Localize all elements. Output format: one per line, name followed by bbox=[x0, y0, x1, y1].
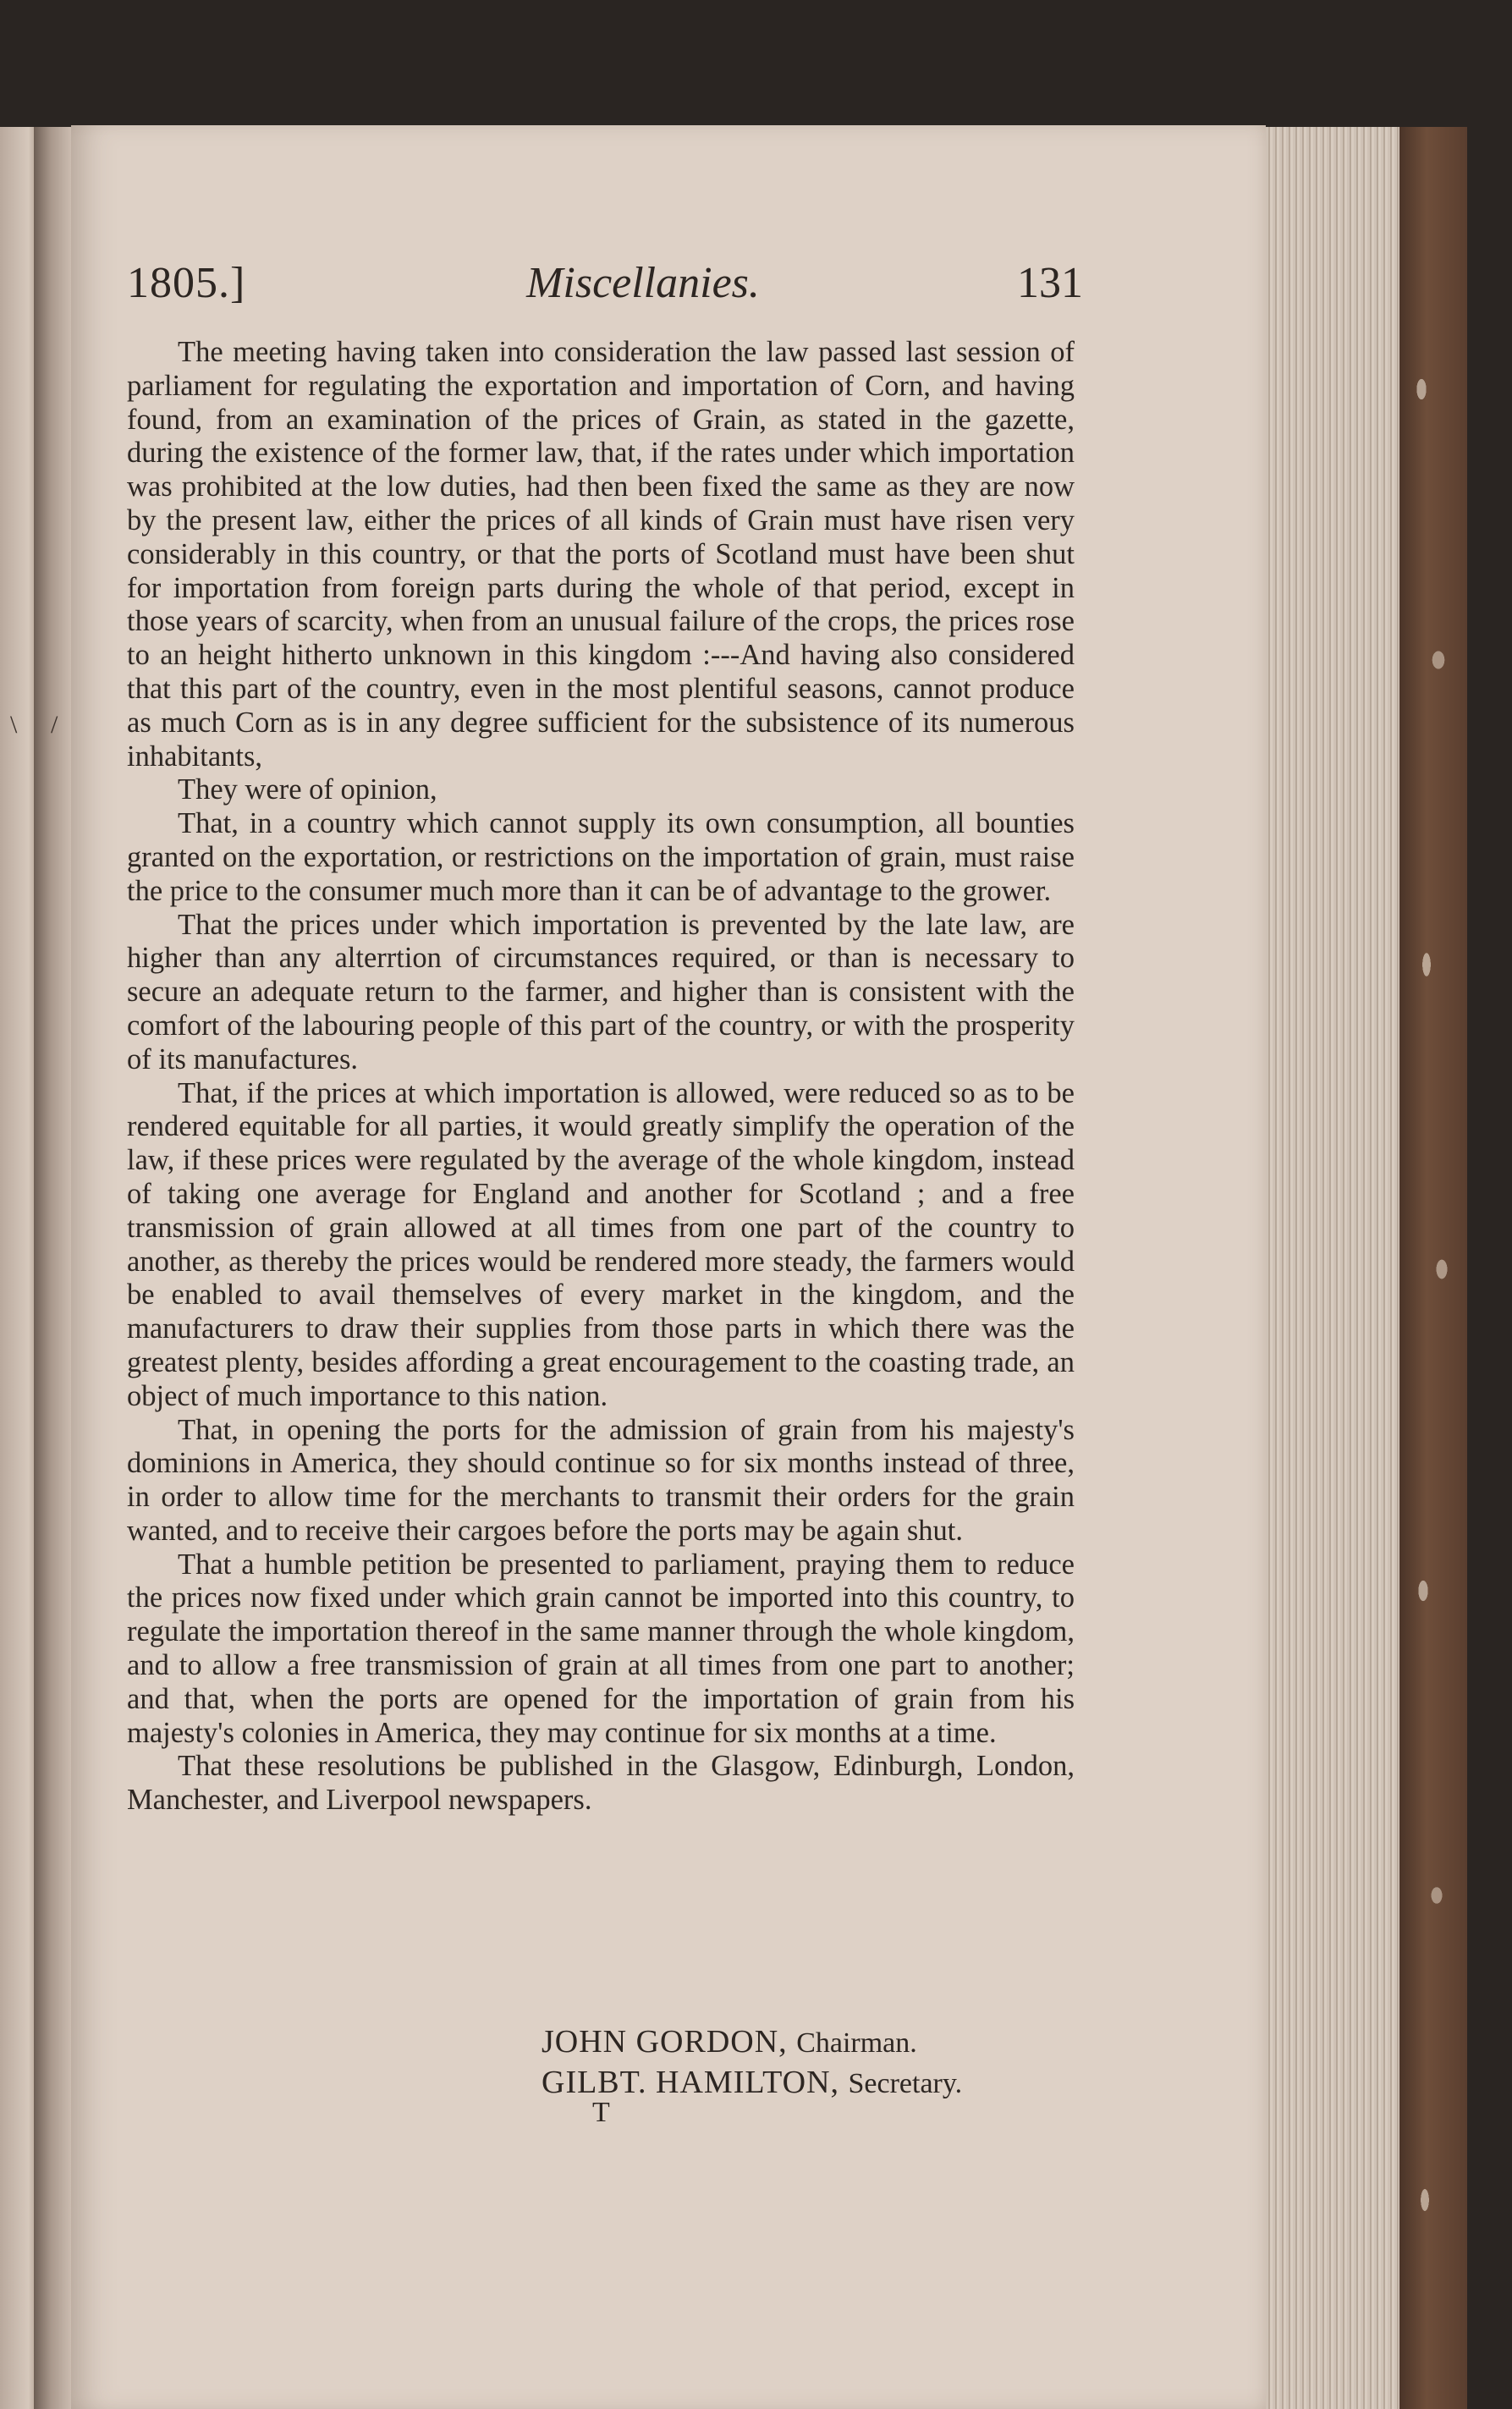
margin-mark: / bbox=[51, 711, 58, 739]
paragraph: That a humble petition be presented to parliament, praying them to reduce the prices now fixed under which grain cannot be imported into this country, to regulate the importation thereof in the same manner through the whole kingdom, and to allow a free transmission of grain at all times from one part to another; and that, when the ports are opened for the importation of grain from his majesty's colonies in America, they may continue for six months at a time. bbox=[127, 1548, 1075, 1749]
signature-role: Chairman. bbox=[796, 2027, 917, 2059]
page-number: 131 bbox=[1017, 259, 1083, 307]
margin-mark: \ bbox=[10, 711, 18, 739]
paragraph: They were of opinion, bbox=[178, 773, 437, 806]
header-title: Miscellanies. bbox=[526, 259, 760, 307]
page-edges bbox=[1266, 127, 1399, 2409]
paragraph: That these resolutions be published in the Glasgow, Edinburgh, London, Manchester, and Liverpool newspapers. bbox=[127, 1750, 1075, 1817]
signature-name: GILBT. HAMILTON, bbox=[542, 2065, 840, 2100]
signature-block bbox=[542, 2022, 1083, 2104]
signature-mark: T bbox=[592, 2097, 610, 2128]
article-body bbox=[127, 336, 1075, 1818]
running-header bbox=[127, 258, 1083, 317]
signature-name: JOHN GORDON, bbox=[542, 2024, 788, 2060]
cover-marbling bbox=[1405, 135, 1464, 2403]
header-year: 1805.] bbox=[127, 259, 246, 307]
paragraph: That the prices under which importation is prevented by the late law, are higher than any alterrtion of circumstances required, or than is necessary to secure an adequate return to the farmer, and higher than is consistent with the comfort of the labouring people of this part of the country, or with the prosperity of its manufactures. bbox=[127, 908, 1075, 1075]
paragraph: That, in opening the ports for the admission of grain from his majesty's dominions in America, they should continue so for six months instead of three, in order to allow time for the merchants to transmit their orders for the grain wanted, and to receive their cargoes before the ports may be again shut. bbox=[127, 1413, 1075, 1547]
signature-chairman bbox=[542, 2022, 1083, 2063]
paragraph: That, in a country which cannot supply its own consumption, all bounties granted on the exportation, or restrictions on the importation of grain, must raise the price to the consumer much more than it can be of advantage to the grower. bbox=[127, 807, 1075, 907]
signature-secretary bbox=[542, 2063, 1083, 2104]
paragraph: That, if the prices at which importation is allowed, were reduced so as to be rendered equitable for all parties, it would greatly simplify the operation of the law, if these prices were regulated by the average of the whole kingdom, instead of taking one average for England and another for Scotland ; and a free transmission of grain allowed at all times from one part of the country to another, as thereby the prices would be rendered more steady, the farmers would be enabled to avail themselves of every market in the kingdom, and the manufacturers to draw their supplies from those parts in which there was the greatest plenty, besides affording a great encouragement to the coasting trade, an object of much importance to this nation. bbox=[127, 1076, 1075, 1412]
book-gutter bbox=[34, 127, 71, 2409]
signature-role: Secretary. bbox=[848, 2068, 963, 2099]
paragraph: The meeting having taken into consideration the law passed last session of parliament for regulating the exportation and importation of Corn, and having found, from an examination of the prices of Grain, as stated in the gazette, during the existence of the former law, that, if the rates under which importation was prohibited at the low duties, had then been fixed the same as they are now by the present law, either the prices of all kinds of Grain must have risen very considerably in this country, or that the ports of Scotland must have been shut for importation from foreign parts during the whole of that period, except in those years of scarcity, when from an unusual failure of the crops, the prices rose to an height hitherto unknown in this kingdom :---And having also considered that this part of the country, even in the most plentiful seasons, cannot produce as much Corn as is in any degree sufficient for the subsistence of its numerous inhabitants, bbox=[127, 336, 1075, 773]
